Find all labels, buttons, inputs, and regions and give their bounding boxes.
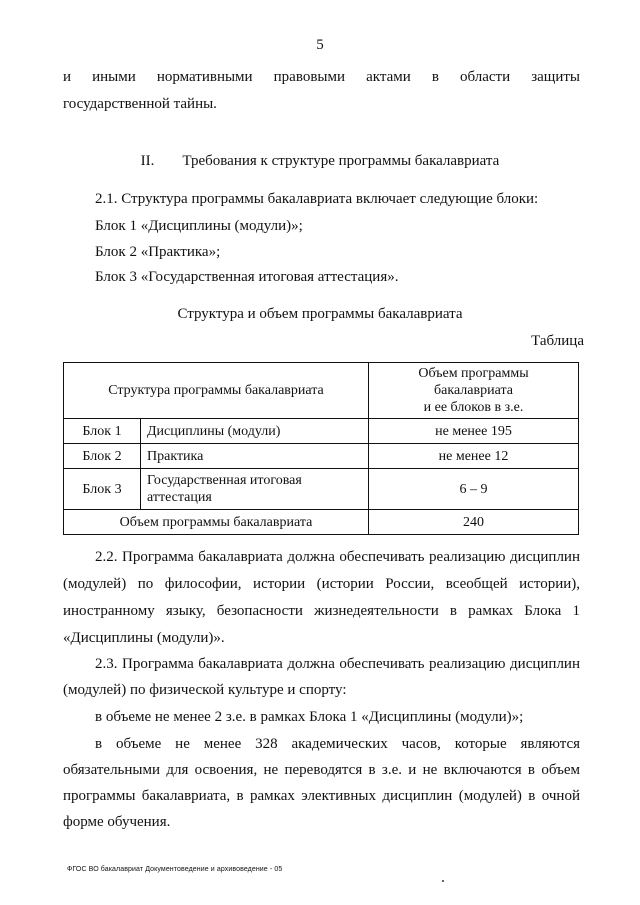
row-block: Блок 2	[64, 444, 141, 469]
p22-line: «Дисциплины (модули)».	[63, 630, 225, 646]
p21-block3: Блок 3 «Государственная итоговая аттестация».	[95, 269, 399, 285]
p21-text: 2.1. Структура программы бакалавриата включает следующие блоки:	[95, 191, 539, 207]
section-number: II.	[140, 153, 155, 169]
row-volume: не менее 12	[369, 444, 579, 469]
p22-line: 2.2. Программа бакалавриата должна обеспечивать реализацию дисциплин	[95, 549, 580, 565]
table-header-row	[64, 363, 579, 419]
row-name: Дисциплины (модули)	[141, 419, 369, 444]
p23-line: 2.3. Программа бакалавриата должна обеспечивать реализацию дисциплин	[95, 656, 580, 672]
table-total-row	[64, 510, 579, 535]
total-label: Объем программы бакалавриата	[64, 510, 369, 535]
p23-item2-line: в объеме не менее 328 академических часов, которые являются	[95, 736, 580, 752]
p23-line: (модулей) по физической культуре и спорту:	[63, 682, 347, 698]
row-block: Блок 3	[64, 469, 141, 510]
table-caption: Структура и объем программы бакалавриата	[177, 306, 463, 322]
row-block: Блок 1	[64, 419, 141, 444]
p22-line: иностранному языку, безопасности жизнедеятельности в рамках Блока 1	[63, 603, 580, 619]
header-volume-line: и ее блоков в з.е.	[423, 400, 524, 415]
section-title: Требования к структуре программы бакалавриата	[182, 153, 500, 169]
table-row	[64, 469, 579, 510]
page-number: 5	[316, 37, 324, 53]
row-name: Практика	[141, 444, 369, 469]
scan-speck	[442, 880, 444, 882]
section-heading	[60, 153, 580, 170]
row-volume: не менее 195	[369, 419, 579, 444]
footer-text: ФГОС ВО бакалавриат Документоведение и архивоведение - 05	[67, 866, 283, 873]
header-volume-line: Объем программы	[418, 366, 529, 381]
header-volume-line: бакалавриата	[434, 383, 513, 398]
header-volume	[369, 363, 579, 419]
intro-line-2: государственной тайны.	[63, 96, 217, 112]
p23-item2-line: форме обучения.	[63, 814, 171, 830]
header-structure: Структура программы бакалавриата	[64, 363, 369, 419]
p23-item1: в объеме не менее 2 з.е. в рамках Блока 1 «Дисциплины (модули)»;	[95, 709, 524, 725]
intro-line-1: и иными нормативными правовыми актами в области защиты	[63, 69, 580, 85]
p21-block2: Блок 2 «Практика»;	[95, 244, 221, 260]
program-structure-table	[63, 362, 579, 535]
p21-block1: Блок 1 «Дисциплины (модули)»;	[95, 218, 303, 234]
p22-line: (модулей) по философии, истории (истории России, всеобщей истории),	[63, 576, 580, 592]
table-row	[64, 419, 579, 444]
total-value: 240	[369, 510, 579, 535]
table-label: Таблица	[531, 333, 584, 349]
table-row	[64, 444, 579, 469]
row-volume: 6 – 9	[369, 469, 579, 510]
p23-item2-line: обязательными для освоения, не переводятся в з.е. и не включаются в объем	[63, 762, 580, 778]
p23-item2-line: программы бакалавриата, в рамках элективных дисциплин (модулей) в очной	[63, 788, 580, 804]
row-name: Государственная итоговая аттестация	[141, 469, 369, 510]
